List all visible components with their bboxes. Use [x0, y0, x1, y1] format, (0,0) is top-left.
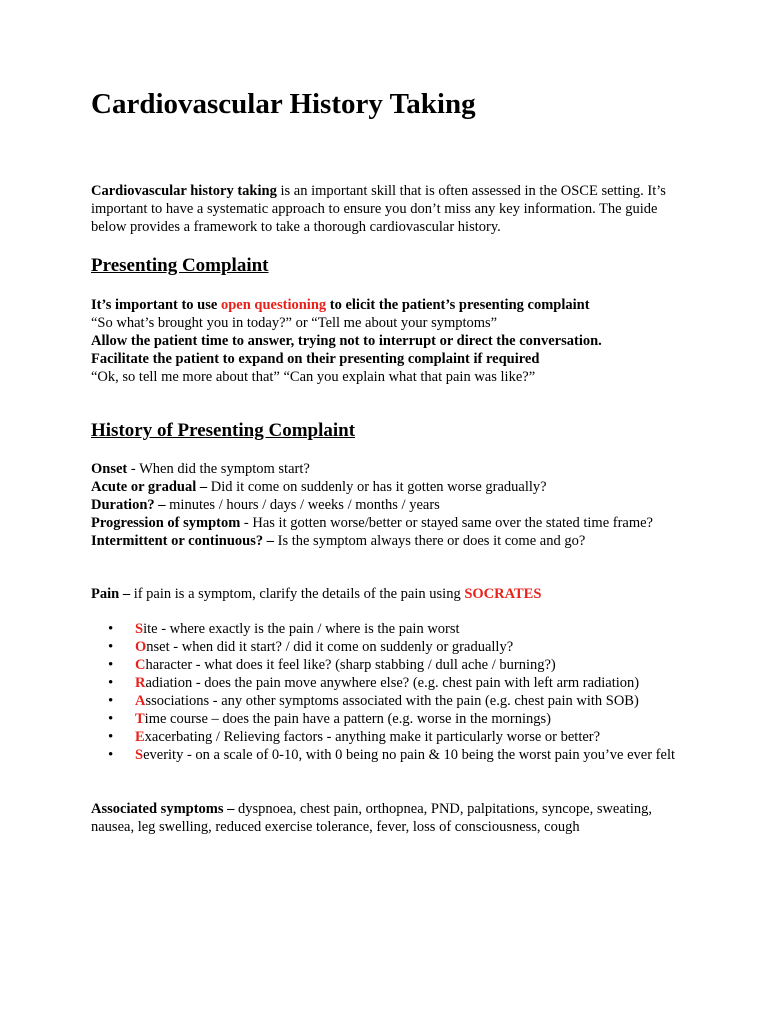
socrates-letter: R — [135, 675, 146, 691]
associated-symptoms-section — [91, 800, 691, 836]
pain-section — [91, 585, 711, 603]
intro-bold: Cardiovascular history taking — [91, 183, 277, 199]
intro-text: is an important skill that is often assessed in the OSCE setting. It’s important to have a systematic approach to ensure you don’t miss any key information. The guide below provides a framework to take a thorough cardiovascular history. — [91, 183, 666, 235]
history-item-label: Duration? – — [91, 497, 166, 513]
socrates-text: ite - where exactly is the pain / where is the pain worst — [143, 621, 460, 637]
open-questioning-highlight: open questioning — [220, 297, 327, 313]
socrates-text: nset - when did it start? / did it come on suddenly or gradually? — [146, 639, 514, 655]
list-item — [135, 746, 695, 764]
socrates-letter: A — [135, 693, 146, 709]
socrates-list — [91, 620, 695, 764]
list-item — [135, 656, 695, 674]
history-item-text: - When did the symptom start? — [127, 461, 310, 477]
list-item — [135, 620, 695, 638]
history-item-text: - Has it gotten worse/better or stayed same over the stated time frame? — [240, 515, 653, 531]
history-item — [91, 478, 711, 496]
socrates-letter: S — [135, 747, 144, 763]
heading-presenting-complaint: Presenting Complaint — [91, 255, 269, 276]
list-item — [135, 674, 695, 692]
heading-history-presenting-complaint: History of Presenting Complaint — [91, 420, 356, 441]
history-item — [91, 532, 711, 550]
socrates-letter: T — [135, 711, 145, 727]
pain-line — [91, 585, 711, 603]
history-item — [91, 514, 711, 532]
socrates-text: xacerbating / Relieving factors - anything make it particularly worse or better? — [144, 729, 601, 745]
history-item-text: Is the symptom always there or does it come and go? — [274, 533, 586, 549]
pc-line-1-b: to elicit the patient’s presenting complaint — [326, 297, 590, 313]
list-item — [135, 638, 695, 656]
socrates-letter: E — [135, 729, 145, 745]
socrates-letter: S — [135, 621, 144, 637]
history-item — [91, 496, 711, 514]
socrates-acronym: SOCRATES — [464, 586, 542, 602]
socrates-text: ime course – does the pain have a pattern (e.g. worse in the mornings) — [144, 711, 551, 727]
history-item-label: Onset — [91, 461, 128, 477]
pain-label: Pain – — [91, 586, 131, 602]
presenting-complaint-section — [91, 296, 711, 386]
list-item — [135, 692, 695, 710]
list-item — [135, 710, 695, 728]
pc-line-2: “So what’s brought you in today?” or “Tell me about your symptoms” — [91, 315, 498, 331]
history-item-label: Progression of symptom — [91, 515, 241, 531]
socrates-letter: O — [135, 639, 147, 655]
history-item-label: Intermittent or continuous? – — [91, 533, 274, 549]
history-item-text: minutes / hours / days / weeks / months / years — [165, 497, 440, 513]
history-item — [91, 460, 711, 478]
history-item-label: Acute or gradual – — [91, 479, 208, 495]
list-item — [135, 728, 695, 746]
socrates-letter: C — [135, 657, 146, 673]
socrates-text: haracter - what does it feel like? (sharp stabbing / dull ache / burning?) — [145, 657, 556, 673]
socrates-text: adiation - does the pain move anywhere else? (e.g. chest pain with left arm radiation) — [145, 675, 640, 691]
socrates-text: ssociations - any other symptoms associated with the pain (e.g. chest pain with SOB) — [145, 693, 639, 709]
associated-symptoms-line — [91, 800, 691, 836]
socrates-text: everity - on a scale of 0-10, with 0 being no pain & 10 being the worst pain you’ve ever felt — [143, 747, 675, 763]
pc-line-1 — [91, 296, 711, 314]
pc-line-1-a: It’s important to use — [91, 297, 221, 313]
pc-line-3-text: Allow the patient time to answer, trying not to interrupt or direct the conversation. — [91, 333, 602, 349]
pain-text: if pain is a symptom, clarify the details of the pain using — [130, 586, 465, 602]
pc-line-4-text: Facilitate the patient to expand on their presenting complaint if required — [91, 351, 540, 367]
associated-label: Associated symptoms – — [91, 801, 235, 817]
associated-text: dyspnoea, chest pain, orthopnea, PND, palpitations, syncope, sweating, nausea, leg swelling, reduced exercise tolerance, fever, loss of consciousness, cough — [91, 801, 652, 835]
pc-line-3 — [91, 332, 711, 350]
history-item-text: Did it come on suddenly or has it gotten worse gradually? — [207, 479, 547, 495]
intro-paragraph — [91, 182, 691, 236]
page-title: Cardiovascular History Taking — [91, 88, 476, 120]
history-section — [91, 460, 711, 550]
pc-line-4 — [91, 350, 711, 368]
pc-line-5: “Ok, so tell me more about that” “Can you explain what that pain was like?” — [91, 369, 536, 385]
